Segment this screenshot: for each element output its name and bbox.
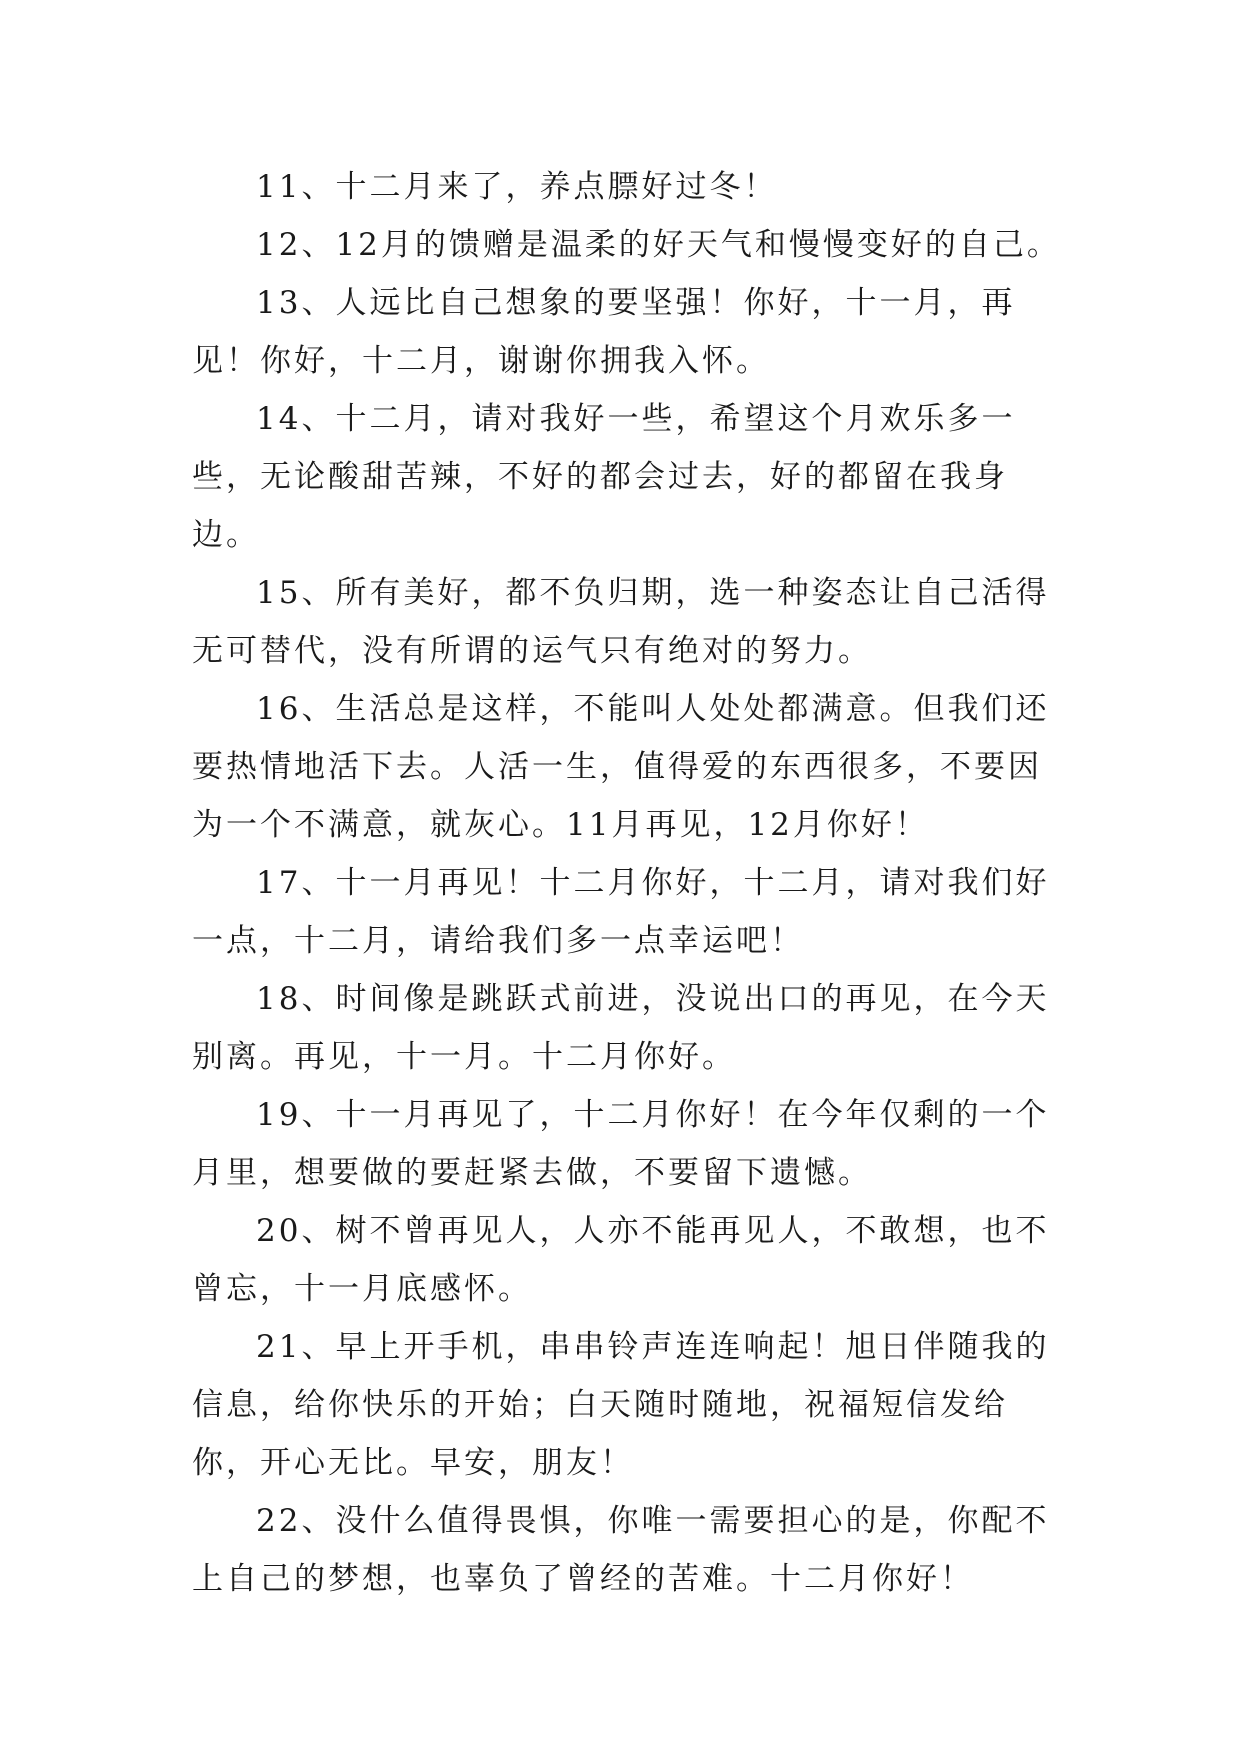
- paragraph-13: 13、人远比自己想象的要坚强！你好，十一月，再见！你好，十二月，谢谢你拥我入怀。: [192, 285, 1016, 379]
- paragraph-18: 18、时间像是跳跃式前进，没说出口的再见，在今天别离。再见，十一月。十二月你好。: [192, 981, 1050, 1075]
- paragraph-20: 20、树不曾再见人，人亦不能再见人，不敢想，也不曾忘，十一月底感怀。: [192, 1213, 1050, 1307]
- paragraph-21: 21、早上开手机，串串铃声连连响起！旭日伴随我的信息，给你快乐的开始；白天随时随地，祝福短信发给你，开心无比。早安，朋友！: [192, 1329, 1050, 1481]
- paragraph-11: 11、十二月来了，养点膘好过冬！: [256, 169, 778, 205]
- document-body: [192, 158, 1064, 1608]
- paragraph-19: 19、十一月再见了，十二月你好！在今年仅剩的一个月里，想要做的要赶紧去做，不要留下遗憾。: [192, 1097, 1050, 1191]
- paragraph-22: 22、没什么值得畏惧，你唯一需要担心的是，你配不上自己的梦想，也辜负了曾经的苦难。十二月你好！: [192, 1503, 1050, 1597]
- paragraph-17: 17、十一月再见！十二月你好，十二月，请对我们好一点，十二月，请给我们多一点幸运吧！: [192, 865, 1050, 959]
- paragraph-15: 15、所有美好，都不负归期，选一种姿态让自己活得无可替代，没有所谓的运气只有绝对的努力。: [192, 575, 1050, 669]
- paragraph-12: 12、12月的馈赠是温柔的好天气和慢慢变好的自己。: [256, 227, 1061, 263]
- paragraph-16: 16、生活总是这样，不能叫人处处都满意。但我们还要热情地活下去。人活一生，值得爱的东西很多，不要因为一个不满意，就灰心。11月再见，12月你好！: [192, 691, 1050, 843]
- paragraph-14: 14、十二月，请对我好一些，希望这个月欢乐多一些，无论酸甜苦辣，不好的都会过去，好的都留在我身边。: [192, 401, 1016, 553]
